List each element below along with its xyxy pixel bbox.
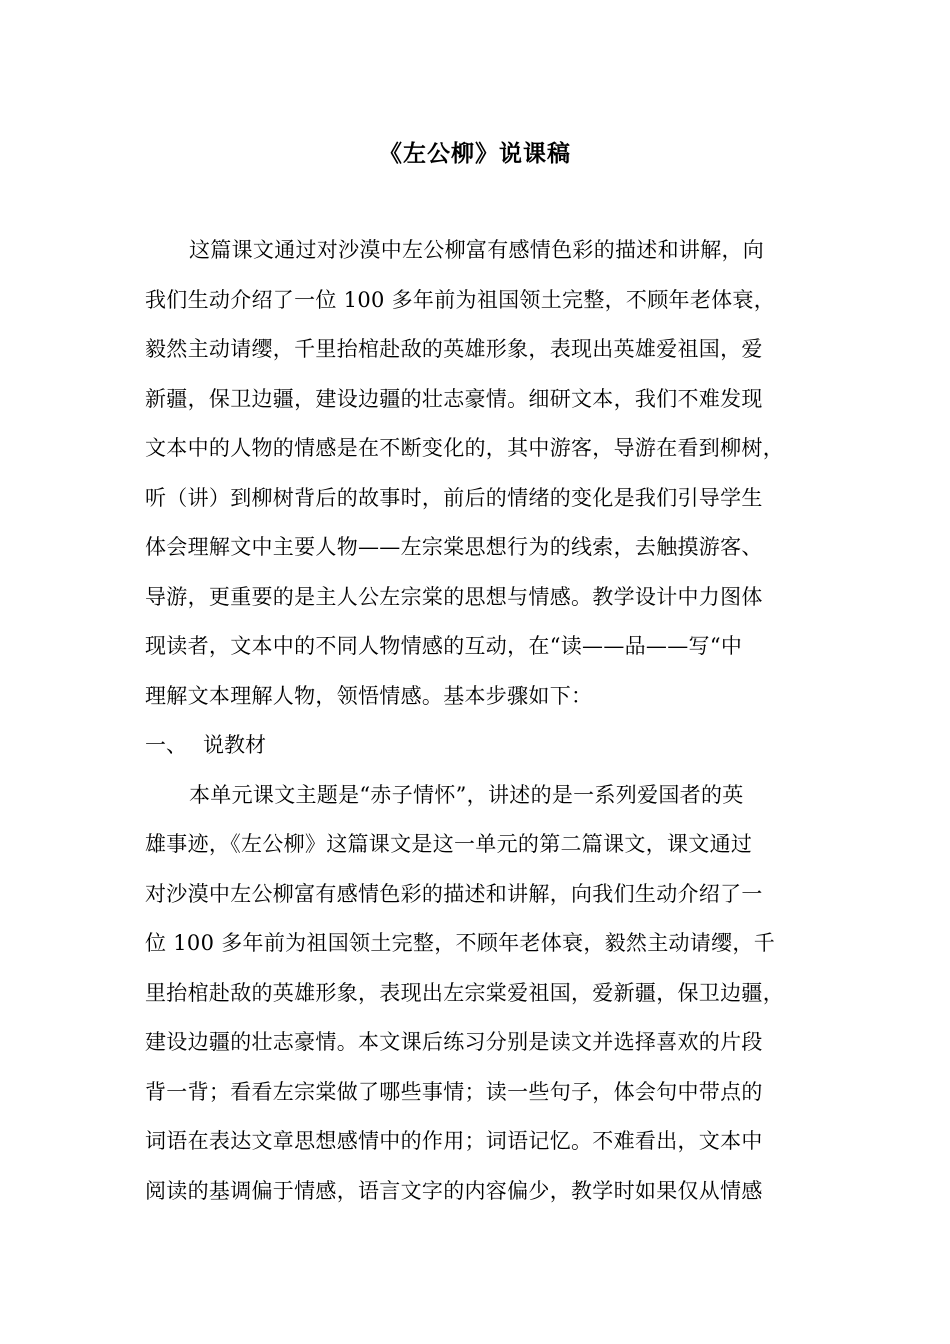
- paragraph-line: 本单元课文主题是“赤子情怀”，讲述的是一系列爱国者的英: [189, 782, 744, 807]
- paragraph-line: 阅读的基调偏于情感，语言文字的内容偏少，教学时如果仅从情感: [145, 1178, 763, 1203]
- section-heading: [145, 721, 815, 771]
- paragraph-line: 对沙漠中左公柳富有感情色彩的描述和讲解，向我们生动介绍了一: [145, 881, 763, 906]
- paragraph-line: 导游，更重要的是主人公左宗棠的思想与情感。教学设计中力图体: [145, 584, 763, 609]
- paragraph-line: 现读者，文本中的不同人物情感的互动，在“读——品——写“中: [145, 634, 743, 658]
- paragraph-line: 毅然主动请缨，千里抬棺赴敌的英雄形象，表现出英雄爱祖国，爱: [145, 337, 763, 361]
- paragraph-line: 词语在表达文章思想感情中的作用；词语记忆。不难看出，文本中: [145, 1129, 763, 1153]
- paragraph-line: 文本中的人物的情感是在不断变化的，其中游客，导游在看到柳树，: [145, 436, 784, 460]
- paragraph-line: 听（讲）到柳树背后的故事时，前后的情绪的变化是我们引导学生: [145, 485, 763, 510]
- paragraph-line: 这篇课文通过对沙漠中左公柳富有感情色彩的描述和讲解，向: [189, 238, 765, 262]
- document-title: 《左公柳》说课稿: [379, 140, 571, 167]
- intro-paragraph: [145, 226, 815, 1216]
- paragraph-line: 理解文本理解人物，领悟情感。基本步骤如下：: [145, 683, 593, 708]
- paragraph-line: 里抬棺赴敌的英雄形象，表现出左宗棠爱祖国，爱新疆，保卫边疆，: [145, 980, 784, 1005]
- paragraph-line: 背一背；看看左宗棠做了哪些事情；读一些句子，体会句中带点的: [145, 1079, 763, 1104]
- paragraph-line: 雄事迹，《左公柳》这篇课文是这一单元的第二篇课文，课文通过: [145, 832, 753, 856]
- paragraph-line: 建设边疆的壮志豪情。本文课后练习分别是读文并选择喜欢的片段: [145, 1030, 763, 1054]
- paragraph-line: 新疆，保卫边疆，建设边疆的壮志豪情。细研文本，我们不难发现: [145, 386, 763, 411]
- paragraph-line: 体会理解文中主要人物——左宗棠思想行为的线索，去触摸游客、: [145, 535, 763, 559]
- paragraph-line: 位 100 多年前为祖国领土完整，不顾年老体衰，毅然主动请缨，千: [145, 931, 776, 955]
- paragraph-line: 我们生动介绍了一位 100 多年前为祖国领土完整，不顾年老体衰，: [145, 287, 776, 312]
- section-number: 一、: [145, 733, 187, 757]
- section-heading-text: 说教材: [203, 733, 266, 757]
